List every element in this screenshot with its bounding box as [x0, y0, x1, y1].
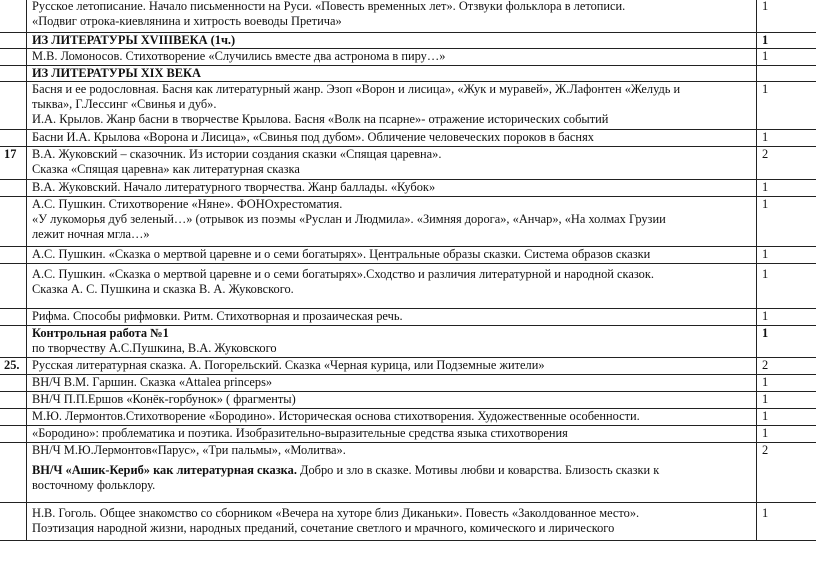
table-row: [0, 180, 816, 197]
row-number: [0, 264, 27, 309]
table-row: [0, 409, 816, 426]
hours-cell: 1: [757, 0, 816, 33]
row-number: [0, 392, 27, 409]
row-number: [0, 309, 27, 326]
section-heading: ИЗ ЛИТЕРАТУРЫ XIX ВЕКА: [27, 66, 757, 82]
table-row: [0, 309, 816, 326]
hours-cell: 2: [757, 358, 816, 375]
lesson-topic: «Бородино»: проблематика и поэтика. Изобразительно-выразительные средства языка стихотворения: [27, 426, 757, 443]
table-row: [0, 130, 816, 147]
row-number: [0, 503, 27, 541]
hours-cell: 1: [757, 375, 816, 392]
table-row: [0, 503, 816, 541]
row-number: [0, 0, 27, 33]
hours-cell: 1: [757, 180, 816, 197]
hours-cell: 1: [757, 49, 816, 66]
lesson-topic: В.А. Жуковский – сказочник. Из истории создания сказки «Спящая царевна». Сказка «Спящая царевна» как литературная сказка: [27, 147, 757, 180]
lesson-topic: Русская литературная сказка. А. Погорельский. Сказка «Черная курица, или Подземные жители»: [27, 358, 757, 375]
row-number: [0, 130, 27, 147]
hours-cell: [757, 66, 816, 82]
lesson-topic: В.А. Жуковский. Начало литературного творчества. Жанр баллады. «Кубок»: [27, 180, 757, 197]
row-number: [0, 247, 27, 264]
hours-cell: 1: [757, 247, 816, 264]
row-number: [0, 409, 27, 426]
table-row: [0, 358, 816, 375]
row-number: 25.: [0, 358, 27, 375]
hours-cell: 1: [757, 33, 816, 49]
row-number: [0, 49, 27, 66]
lesson-topic: Русское летописание. Начало письменности на Руси. «Повесть временных лет». Отзвуки фольклора в летописи. «Подвиг отрока-киевлянина и хитрость воеводы Претича»: [27, 0, 757, 33]
hours-cell: 2: [757, 147, 816, 180]
hours-cell: 1: [757, 82, 816, 130]
lesson-topic: Контрольная работа №1 по творчеству А.С.Пушкина, В.А. Жуковского: [27, 326, 757, 358]
hours-cell: 1: [757, 409, 816, 426]
row-number: [0, 33, 27, 49]
section-heading: ИЗ ЛИТЕРАТУРЫ XVIIIВЕКА (1ч.): [27, 33, 757, 49]
row-number: [0, 443, 27, 503]
table-row: [0, 147, 816, 180]
row-number: [0, 180, 27, 197]
hours-cell: 1: [757, 326, 816, 358]
hours-cell: 1: [757, 197, 816, 247]
table-row: [0, 392, 816, 409]
table-row: [0, 197, 816, 247]
hours-cell: 1: [757, 503, 816, 541]
hours-cell: 1: [757, 426, 816, 443]
test-heading: Контрольная работа №1: [32, 326, 169, 340]
lesson-topic: А.С. Пушкин. «Сказка о мертвой царевне и о семи богатырях». Центральные образы сказки. Система образов сказки: [27, 247, 757, 264]
table-row: [0, 0, 816, 33]
hours-cell: 2: [757, 443, 816, 503]
lesson-topic: ВН/Ч В.М. Гаршин. Сказка «Attalea princeps»: [27, 375, 757, 392]
lesson-topic: М.В. Ломоносов. Стихотворение «Случились вместе два астронома в пиру…»: [27, 49, 757, 66]
lesson-topic: А.С. Пушкин. «Сказка о мертвой царевне и о семи богатырях».Сходство и различия литературной и народной сказок. Сказка А. С. Пушкина и сказка В. А. Жуковского.: [27, 264, 757, 309]
table-row: [0, 82, 816, 130]
row-number: [0, 426, 27, 443]
lesson-topic: ВН/Ч П.П.Ершов «Конёк-горбунок» ( фрагменты): [27, 392, 757, 409]
row-number: [0, 326, 27, 358]
row-number: [0, 66, 27, 82]
table-row: [0, 264, 816, 309]
hours-cell: 1: [757, 309, 816, 326]
table-row: [0, 33, 816, 49]
lesson-topic: М.Ю. Лермонтов.Стихотворение «Бородино». Историческая основа стихотворения. Художественные особенности.: [27, 409, 757, 426]
ashik-kerib-heading: ВН/Ч «Ашик-Кериб» как литературная сказка.: [32, 463, 297, 477]
table-row: [0, 247, 816, 264]
hours-cell: 1: [757, 130, 816, 147]
lesson-topic: Басня и ее родословная. Басня как литературный жанр. Эзоп «Ворон и лисица», «Жук и муравей», Ж.Лафонтен «Желудь и тыква», Г.Лессинг «Свинья и дуб». И.А. Крылов. Жанр басни в творчестве Крылова. Басня «Волк на псарне»- отражение исторических событий: [27, 82, 757, 130]
row-number: 17: [0, 147, 27, 180]
row-number: [0, 82, 27, 130]
table-row: [0, 443, 816, 503]
row-number: [0, 375, 27, 392]
lesson-topic: ВН/Ч М.Ю.Лермонтов«Парус», «Три пальмы», «Молитва». ВН/Ч «Ашик-Кериб» как литературная сказка. Добро и зло в сказке. Мотивы любви и коварства. Близость сказки к восточному фольклору.: [27, 443, 757, 503]
hours-cell: 1: [757, 392, 816, 409]
table-row: [0, 66, 816, 82]
lesson-topic: Рифма. Способы рифмовки. Ритм. Стихотворная и прозаическая речь.: [27, 309, 757, 326]
lesson-topic: А.С. Пушкин. Стихотворение «Няне». ФОНОхрестоматия. «У лукоморья дуб зеленый…» (отрывок из поэмы «Руслан и Людмила». «Зимняя дорога», «Анчар», «На холмах Грузии лежит ночная мгла…»: [27, 197, 757, 247]
hours-cell: 1: [757, 264, 816, 309]
row-number: [0, 197, 27, 247]
lesson-topic: Н.В. Гоголь. Общее знакомство со сборником «Вечера на хуторе близ Диканьки». Повесть «Заколдованное место». Поэтизация народной жизни, народных преданий, сочетание светлого и мрачного, комического и лирического: [27, 503, 757, 541]
table-row: [0, 375, 816, 392]
table-row: [0, 49, 816, 66]
lesson-topic: Басни И.А. Крылова «Ворона и Лисица», «Свинья под дубом». Обличение человеческих пороков в баснях: [27, 130, 757, 147]
table-row: [0, 426, 816, 443]
table-row: [0, 326, 816, 358]
